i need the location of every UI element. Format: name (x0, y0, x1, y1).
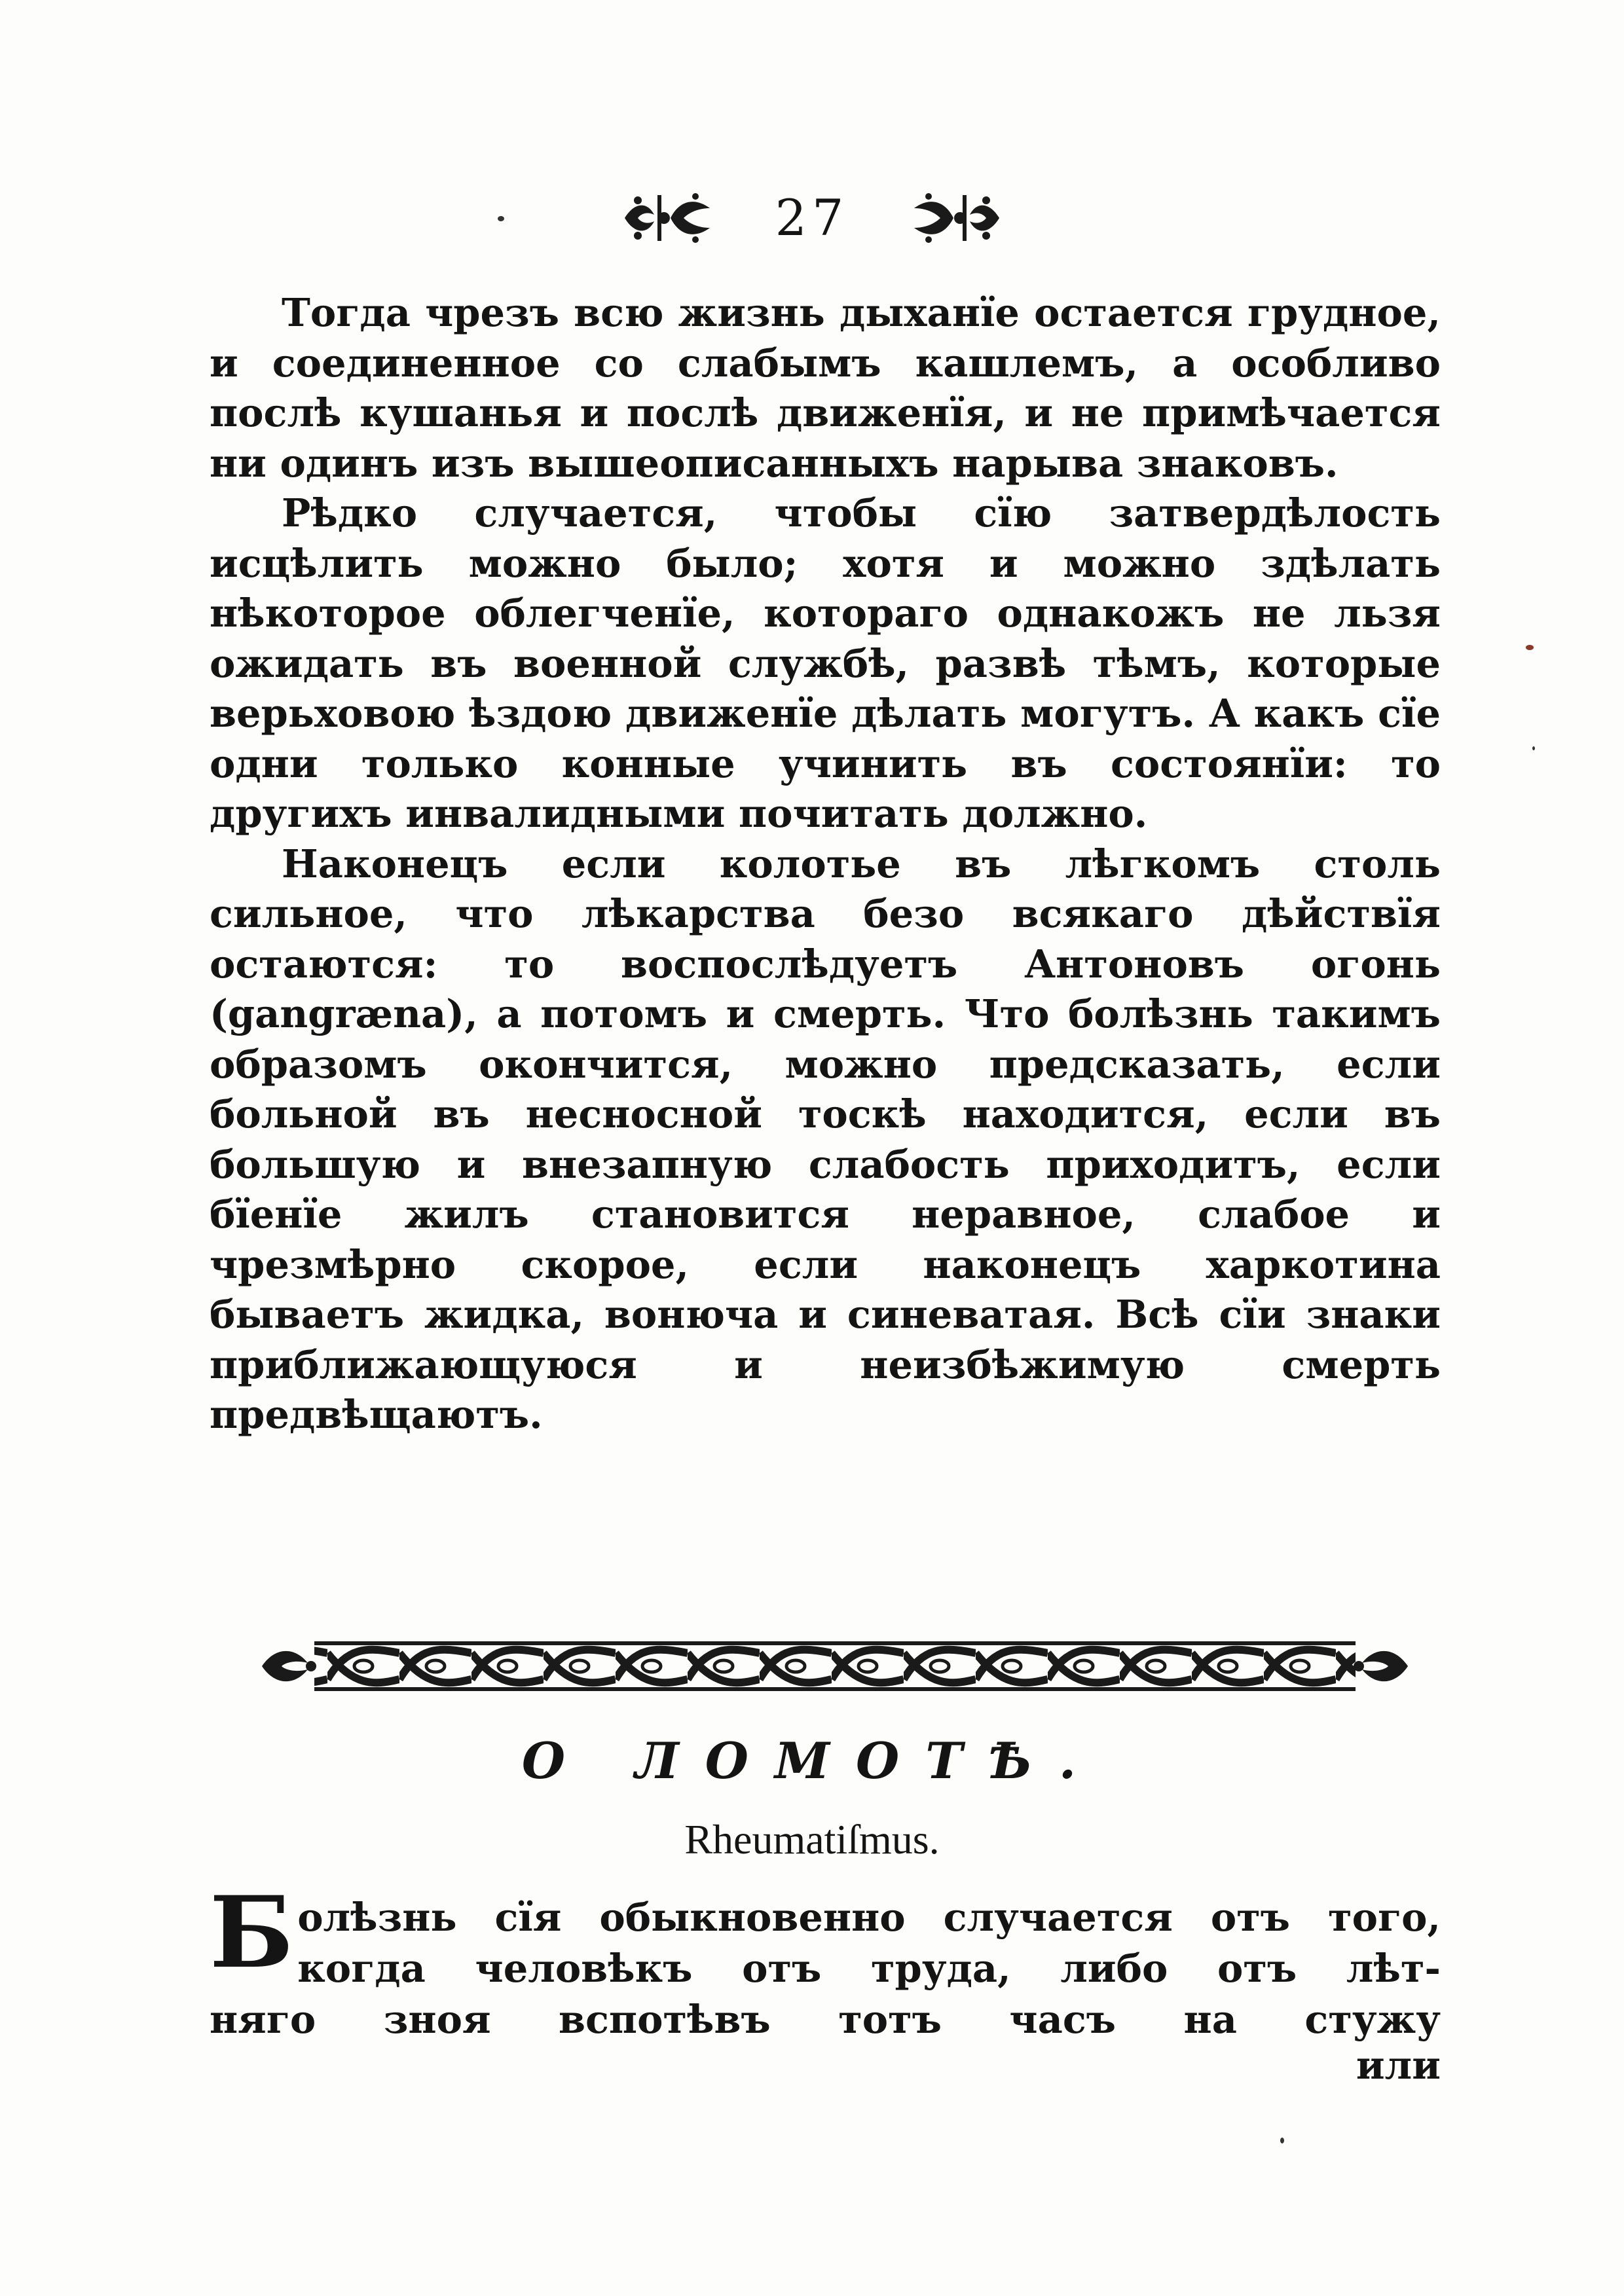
body-text (210, 288, 1441, 1440)
section-paragraph (210, 1875, 1441, 2045)
page-number: 27 (775, 189, 849, 247)
catchword: или (1356, 2043, 1441, 2088)
braided-ornament-divider (255, 1633, 1414, 1699)
text-line: олѣзнь сїя обыкновенно случается отъ того, (297, 1895, 1441, 1940)
text-line: няго зноя вспотѣвъ тотъ часъ на стужу (210, 1997, 1441, 2042)
text-line: когда человѣкъ отъ труда, либо отъ лѣт- (297, 1946, 1441, 1991)
ink-speck (1532, 746, 1535, 750)
paragraph: Тогда чрезъ всю жизнь дыханїе остается грудное, и соединенное со слабымъ кашлемъ, а особливо послѣ кушанья и послѣ движенїя, и не примѣчается ни одинъ изъ вышеописанныхъ нарыва знаковъ. (210, 290, 1441, 486)
section-subtitle: Rheumatiſmus. (684, 1816, 940, 1863)
page-header (0, 175, 1624, 261)
drop-cap: Б (210, 1875, 294, 1990)
ink-speck (498, 216, 504, 221)
section-title: О ЛОМОТѢ. (521, 1732, 1103, 1790)
ink-speck (1280, 2138, 1284, 2143)
paragraph: Рѣдко случается, чтобы сїю затвердѣлость исцѣлить можно было; хотя и можно здѣлать нѣкоторое облегченїе, котораго однакожъ не льзя ожидать въ военной службѣ, развѣ тѣмъ, которые верьховою ѣздою движенїе дѣлать могутъ. А какъ сїе одни только конные учинить въ состоянїи: то другихъ инвалидными почитать должно. (210, 490, 1441, 836)
paragraph: Наконецъ если колотье въ лѣгкомъ столь сильное, что лѣкарства безо всякаго дѣйствїя остаются: то воспослѣдуетъ Антоновъ огонь (gangræna), а потомъ и смерть. Что болѣзнь такимъ образомъ окончится, можно предсказать, если больной въ несносной тоскѣ находится, если въ большую и внезапную слабость приходитъ, если бїенїе жилъ становится неравное, слабое и чрезмѣрно скорое, если наконецъ харкотина бываетъ жидка, вонюча и синеватая. Всѣ сїи знаки приближающуюся и неизбѣжимую смерть предвѣщаютъ. (210, 841, 1441, 1437)
floral-ornament-icon (618, 189, 716, 247)
ink-speck (1526, 645, 1534, 650)
floral-ornament-icon (908, 189, 1006, 247)
